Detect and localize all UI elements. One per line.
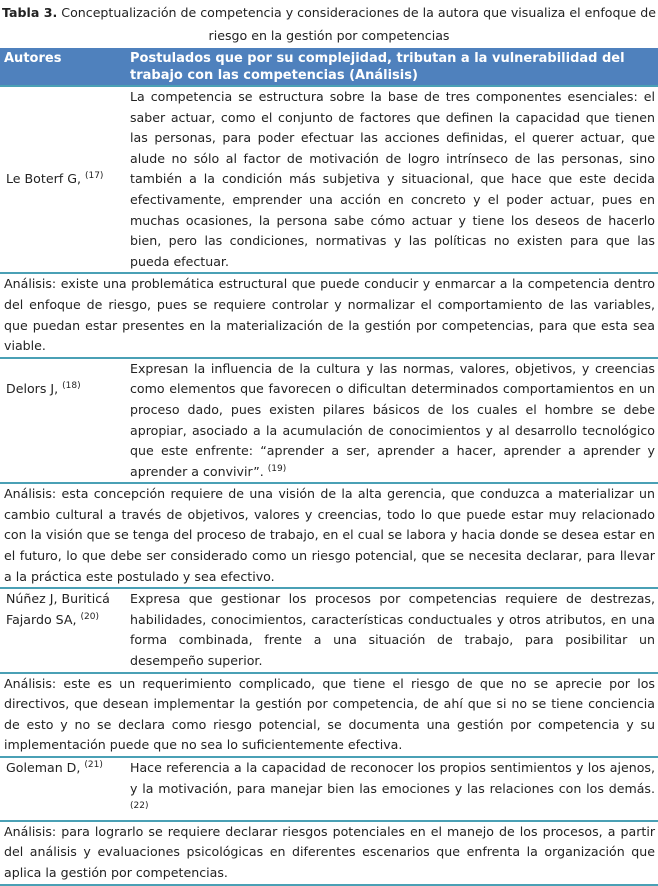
author-ref: (20)	[80, 611, 100, 622]
table-header-row	[0, 48, 658, 86]
postulate-cell	[126, 358, 658, 484]
postulate-cell	[126, 588, 658, 672]
analysis-cell: Análisis: para lograrlo se requiere declarar riesgos potenciales en el manejo de los procesos, a partir del análisis y evaluaciones psicológicas en diferentes escenarios que enfrenta la organización que aplica la gestión por competencias.	[0, 821, 658, 885]
analysis-row	[0, 821, 658, 885]
author-cell	[0, 86, 126, 273]
analysis-row	[0, 483, 658, 588]
author-name: Delors J,	[6, 380, 63, 396]
header-postulates: Postulados que por su complejidad, tributan a la vulnerabilidad del trabajo con las competencias (Análisis)	[126, 48, 658, 86]
caption-text: Conceptualización de competencia y consideraciones de la autora que visualiza el enfoque de riesgo en la gestión por competencias	[57, 5, 656, 43]
postulate-ref: (22)	[130, 801, 149, 812]
caption-label: Tabla 3.	[2, 5, 58, 20]
author-name: Goleman D,	[6, 760, 85, 775]
postulate-text: La competencia se estructura sobre la base de tres componentes esenciales: el saber actuar, como el conjunto de factores que definen la capacidad que tienen las personas, para poder efectuar las acciones definidas, el querer actuar, que alude no sólo al factor de motivación de logro intrínseco de las personas, sino también a la condición más subjetiva y situacional, que hace que este decida efectivamente, emprender una acción en concreto y el poder actuar, pues en muchas ocasiones, la persona sabe cómo actuar y tiene los deseos de hacerlo bien, pero las condiciones, normativas y las políticas no existen para que las pueda efectuar.	[130, 89, 655, 269]
postulate-text: Expresan la influencia de la cultura y las normas, valores, objetivos, y creencias como elementos que favorecen o dificultan determinados comportamientos en un proceso dado, pues existen pilares básicos de los cuales el hombre se debe apropiar, asociado a la acumulación de conocimientos y al desarrollo tecnológico que este enfrente: “aprender a ser, aprender a hacer, aprender a aprender y aprender a convivir”.	[130, 360, 655, 479]
author-cell	[0, 588, 126, 672]
table-caption	[0, 0, 658, 48]
author-ref: (21)	[84, 760, 103, 770]
author-name: Le Boterf G,	[6, 171, 85, 187]
author-ref: (18)	[62, 380, 81, 391]
postulate-text: Hace referencia a la capacidad de reconocer los propios sentimientos y los ajenos, y la motivación, para manejar bien las emociones y las relaciones con los demás.	[130, 760, 655, 796]
competencies-table	[0, 48, 658, 886]
postulate-cell	[126, 86, 658, 273]
table-row	[0, 358, 658, 484]
analysis-cell: Análisis: existe una problemática estructural que puede conducir y enmarcar a la competencia dentro del enfoque de riesgo, pues se requiere controlar y normalizar el comportamiento de las variables, que puedan estar presentes en la materialización de la gestión por competencias, para que esta sea viable.	[0, 273, 658, 357]
postulate-cell	[126, 757, 658, 821]
postulate-ref: (19)	[267, 463, 287, 474]
analysis-row	[0, 273, 658, 357]
analysis-cell: Análisis: esta concepción requiere de una visión de la alta gerencia, que conduzca a materializar un cambio cultural a través de objetivos, valores y creencias, todo lo que puede estar muy relacionado con la visión que se tenga del proceso de trabajo, en el cual se labora y hacia donde se desea estar en el futuro, lo que debe ser considerado como un riesgo potencial, que se necesita declarar, para llevar a la práctica este postulado y sea efectivo.	[0, 483, 658, 588]
analysis-cell: Análisis: este es un requerimiento complicado, que tiene el riesgo de que no se aprecie por los directivos, que desean implementar la gestión por competencia, de ahí que si no se tiene conciencia de esto y no se declara como riesgo potencial, se documenta una gestión por competencia y su implementación puede que no sea lo suficientemente efectiva.	[0, 673, 658, 757]
author-cell	[0, 358, 126, 484]
author-ref: (17)	[84, 171, 104, 182]
table-row	[0, 757, 658, 821]
author-cell	[0, 757, 126, 821]
postulate-text: Expresa que gestionar los procesos por competencias requiere de destrezas, habilidades, conocimientos, características conductuales y otros atributos, en una forma combinada, frente a una situación de trabajo, para posibilitar un desempeño superior.	[130, 591, 655, 669]
author-name: Núñez J, Buriticá Fajardo SA,	[6, 591, 110, 627]
table-row	[0, 86, 658, 273]
table-row	[0, 588, 658, 672]
header-authors: Autores	[0, 48, 126, 86]
analysis-row	[0, 673, 658, 757]
